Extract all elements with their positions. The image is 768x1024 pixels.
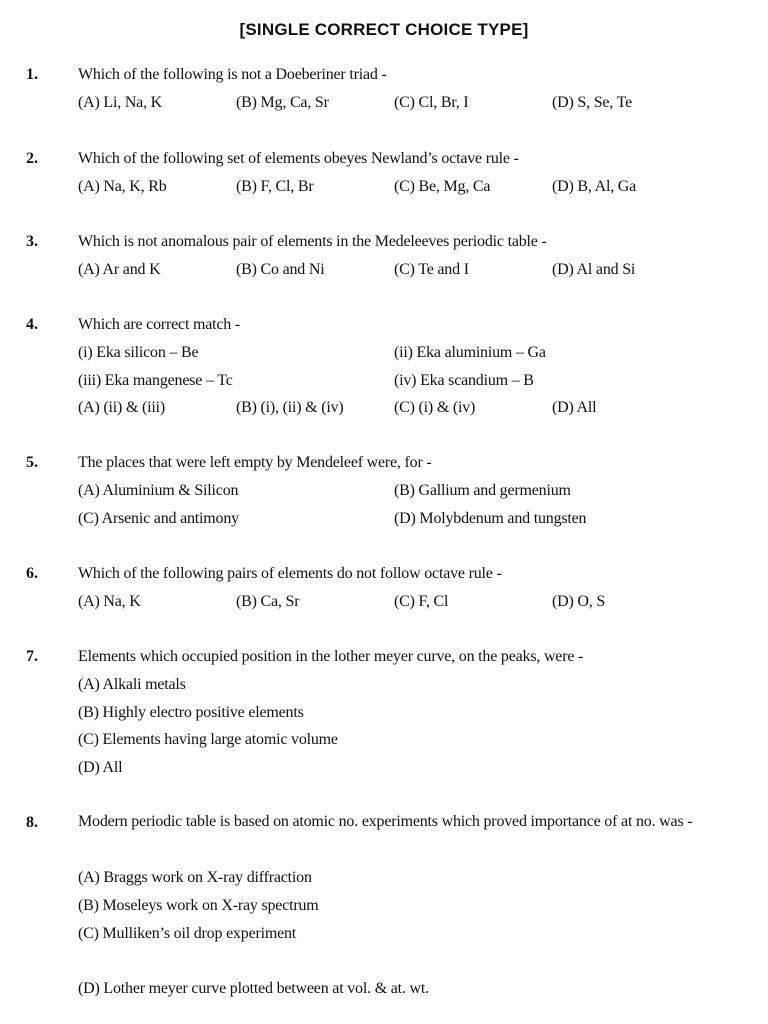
question-text: Which are correct match - — [78, 316, 241, 333]
option-d: (D) O, S — [552, 593, 606, 610]
question-number: 7. — [26, 648, 38, 665]
question-number: 6. — [26, 565, 38, 582]
option-a: (A) Na, K — [78, 593, 141, 610]
option-a: (A) Ar and K — [78, 261, 161, 278]
option-b: (B) Highly electro positive elements — [78, 704, 304, 721]
question-number: 1. — [26, 66, 38, 83]
option-b: (B) F, Cl, Br — [236, 178, 314, 195]
question-number: 8. — [26, 814, 38, 831]
option-c: (C) Be, Mg, Ca — [394, 178, 491, 195]
statement-i: (i) Eka silicon – Be — [78, 344, 199, 361]
option-b: (B) Moseleys work on X-ray spectrum — [78, 897, 319, 914]
option-b: (B) Mg, Ca, Sr — [236, 94, 329, 111]
option-d: (D) S, Se, Te — [552, 94, 632, 111]
question-number: 2. — [26, 150, 38, 167]
option-b: (B) Co and Ni — [236, 261, 325, 278]
option-c: (C) (i) & (iv) — [394, 399, 476, 416]
option-c: (C) Cl, Br, I — [394, 94, 469, 111]
option-c: (C) Arsenic and antimony — [78, 510, 239, 527]
question-number: 3. — [26, 233, 38, 250]
question-text: Elements which occupied position in the lother meyer curve, on the peaks, were - — [78, 648, 584, 665]
option-d: (D) B, Al, Ga — [552, 178, 637, 195]
option-d: (D) All — [78, 759, 123, 776]
option-a: (A) Na, K, Rb — [78, 178, 167, 195]
option-c: (C) F, Cl — [394, 593, 449, 610]
option-b: (B) Ca, Sr — [236, 593, 300, 610]
option-a: (A) Alkali metals — [78, 676, 186, 693]
option-a: (A) Aluminium & Silicon — [78, 482, 239, 499]
question-text: Which of the following set of elements obeyes Newland’s octave rule - — [78, 150, 519, 167]
question-text: Which of the following pairs of elements do not follow octave rule - — [78, 565, 502, 582]
statement-iv: (iv) Eka scandium – B — [394, 372, 534, 389]
option-d: (D) Al and Si — [552, 261, 636, 278]
option-a: (A) (ii) & (iii) — [78, 399, 165, 416]
question-text: Which is not anomalous pair of elements in the Medeleeves periodic table - — [78, 233, 547, 250]
question-text: Modern periodic table is based on atomic no. experiments which proved importance of at no. was - — [78, 813, 693, 830]
option-c: (C) Mulliken’s oil drop experiment — [78, 925, 297, 942]
statement-ii: (ii) Eka aluminium – Ga — [394, 344, 546, 361]
question-text: The places that were left empty by Mendeleef were, for - — [78, 454, 432, 471]
option-a: (A) Li, Na, K — [78, 94, 163, 111]
option-c: (C) Te and I — [394, 261, 469, 278]
statement-iii: (iii) Eka mangenese – Tc — [78, 372, 233, 389]
question-number: 5. — [26, 454, 38, 471]
option-d: (D) All — [552, 399, 597, 416]
option-d: (D) Molybdenum and tungsten — [394, 510, 587, 527]
question-number: 4. — [26, 316, 38, 333]
option-b: (B) (i), (ii) & (iv) — [236, 399, 344, 416]
option-c: (C) Elements having large atomic volume — [78, 731, 338, 748]
option-b: (B) Gallium and germenium — [394, 482, 571, 499]
question-text: Which of the following is not a Doeberiner triad - — [78, 66, 387, 83]
option-a: (A) Braggs work on X-ray diffraction — [78, 869, 312, 886]
option-d: (D) Lother meyer curve plotted between at vol. & at. wt. — [78, 980, 429, 997]
section-title: [SINGLE CORRECT CHOICE TYPE] — [239, 20, 529, 39]
